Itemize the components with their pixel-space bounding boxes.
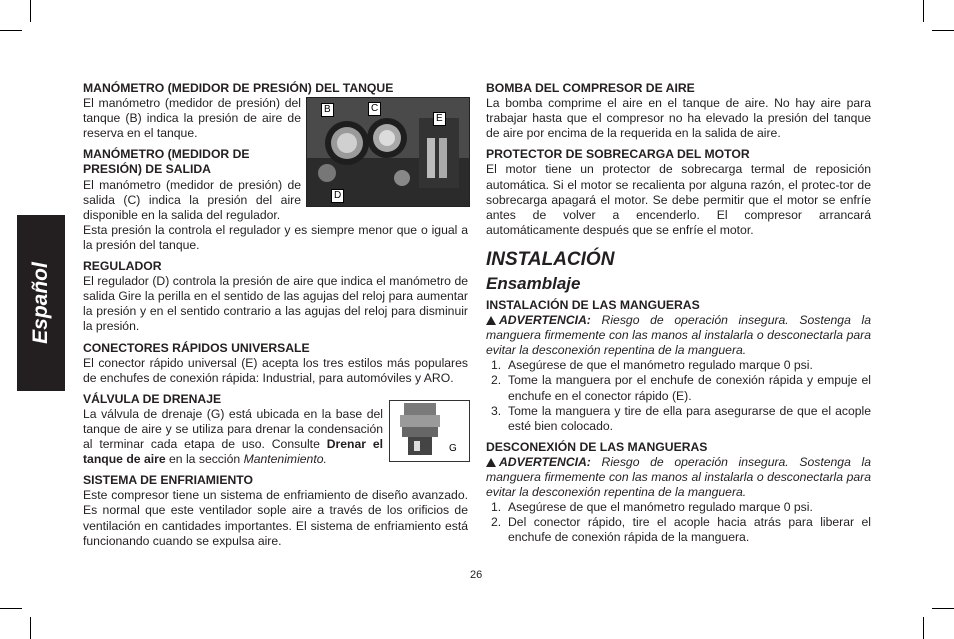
- section-title-tank-gauge: MANÓMETRO (MEDIDOR DE PRESIÓN) DEL TANQUE: [83, 81, 394, 95]
- section-title-hose-install: INSTALACIÓN DE LAS MANGUERAS: [486, 297, 700, 312]
- section-title-pump: BOMBA DEL COMPRESOR DE AIRE: [486, 81, 695, 95]
- outlet-gauge-text-b: Esta presión la controla el regulador y es siempre menor que o igual a la presión del tanque.: [83, 222, 468, 252]
- cooling-text: Este compresor tiene un sistema de enfriamiento de diseño avanzado. Es normal que este ventilador sople aire a través de los orificios de ventilación en cantidades importantes. El sistema de enfriamiento está funcionando cuando se expulsa aire.: [83, 488, 468, 548]
- figure-label-b: B: [321, 103, 334, 117]
- crop-mark: [932, 30, 954, 31]
- section-title-quick-connectors: CONECTORES RÁPIDOS UNIVERSALE: [83, 340, 310, 355]
- crop-mark: [923, 617, 924, 639]
- heading-assembly: Ensamblaje: [486, 273, 581, 293]
- warning-install: ADVERTENCIA: Riesgo de operación insegura. Sostenga la manguera firmemente con las manos al instalarla o desconectarla para evitar la desconexión repentina de la manguera.: [486, 313, 872, 358]
- crop-mark: [932, 608, 954, 609]
- crop-mark: [30, 0, 31, 22]
- section-title-outlet-gauge: MANÓMETRO (MEDIDOR DE PRESIÓN) DE SALIDA: [83, 147, 250, 177]
- install-steps-list: [486, 358, 871, 433]
- crop-mark: [0, 30, 22, 31]
- outlet-gauge-text-a: El manómetro (medidor de presión) de salida (C) indica la presión del aire disponible en la salida del regulador.: [83, 177, 301, 222]
- maintenance-reference: Mantenimiento.: [243, 452, 327, 467]
- list-item: 2. Tome la manguera por el enchufe de conexión rápida y empuje el enchufe en el conector rápido (E).: [491, 373, 871, 403]
- right-column: [486, 81, 871, 545]
- crop-mark: [0, 608, 22, 609]
- drain-tank-reference: Drenar el tanque de aire: [83, 437, 383, 467]
- disconnect-steps-list: [486, 500, 871, 545]
- warning-icon: [486, 458, 496, 467]
- drain-valve-text: La válvula de drenaje (G) está ubicada en la base del tanque de aire y se utiliza para drenar la condensación al terminar cada etapa de uso. Consulte Drenar el tanque de aire en la sección Mantenimiento.: [83, 406, 383, 467]
- list-item: 3. Tome la manguera y tire de ella para asegurarse de que el acople esté bien colocado.: [491, 403, 871, 433]
- section-title-hose-disconnect: DESCONEXIÓN DE LAS MANGUERAS: [486, 439, 708, 454]
- warning-icon: [486, 316, 496, 325]
- overload-text: El motor tiene un protector de sobrecarga termal de reposición automática. Si el motor se recalienta por alguna razón, el protec-tor de sobrecarga apagará el motor. Se debe permitir que el motor se enfríe antes de volver a encenderlo. El compresor arrancará automáticamente después que se enfríe el motor.: [486, 162, 871, 237]
- regulator-text: El regulador (D) controla la presión de aire que indica el manómetro de salida Gire la perilla en el sentido de las agujas del reloj para aumentar la presión y en el sentido contrario a las agujas del reloj para disminuir la presión.: [83, 274, 468, 334]
- crop-mark: [923, 0, 924, 22]
- list-item: 1. Asegúrese de que el manómetro regulado marque 0 psi.: [491, 500, 813, 515]
- left-column: [83, 81, 468, 549]
- tank-gauge-text: El manómetro (medidor de presión) del tanque (B) indica la presión de aire de reserva en el tanque.: [83, 96, 301, 141]
- figure-label-d: D: [331, 189, 344, 203]
- section-title-regulator: REGULADOR: [83, 259, 162, 274]
- section-title-cooling: SISTEMA DE ENFRIAMIENTO: [83, 473, 253, 488]
- figure-label-c: C: [368, 102, 381, 116]
- warning-disconnect: ADVERTENCIA: Riesgo de operación insegura. Sostenga la manguera firmemente con las manos al instalarla o desconectarla para evitar la desconexión repentina de la manguera.: [486, 454, 872, 500]
- language-tab: [17, 215, 65, 391]
- section-title-overload: PROTECTOR DE SOBRECARGA DEL MOTOR: [486, 147, 750, 162]
- section-title-drain-valve: VÁLVULA DE DRENAJE: [83, 391, 222, 406]
- page-number: 26: [470, 569, 483, 581]
- list-item: 1. Asegúrese de que el manómetro regulado marque 0 psi.: [491, 358, 813, 373]
- figure-label-e: E: [433, 112, 446, 126]
- list-item: 2. Del conector rápido, tire el acople hacia atrás para liberar el enchufe de conexión rápida de la manguera.: [491, 515, 871, 545]
- language-tab-label: Español: [29, 262, 52, 344]
- pump-text: La bomba comprime el aire en el tanque de aire. No hay aire para trabajar hasta que el compresor no ha elevado la presión del tanque de aire por encima de la requerida en la salida de aire.: [486, 96, 871, 141]
- crop-mark: [30, 617, 31, 639]
- quick-connectors-text: El conector rápido universal (E) acepta los tres estilos más populares de enchufes de conexión rápida: Industrial, para automóviles y ARO.: [83, 355, 468, 385]
- heading-installation: INSTALACIÓN: [486, 248, 615, 270]
- figure-label-g: G: [449, 443, 457, 454]
